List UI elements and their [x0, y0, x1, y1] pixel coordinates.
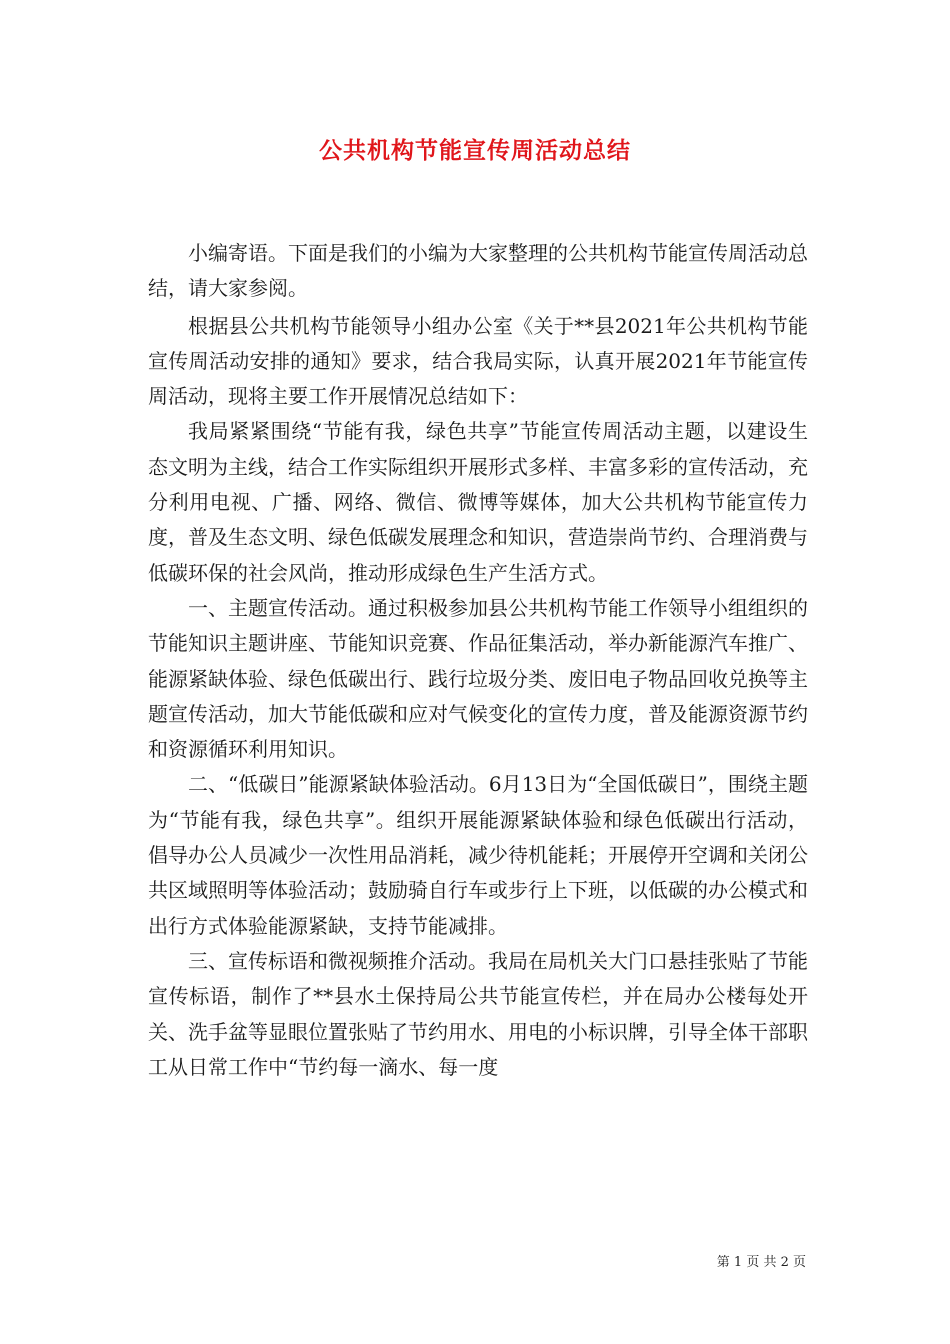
paragraph-section-2: 二、“低碳日”能源紧缺体验活动。6月13日为“全国低碳日”，围绕主题为“节能有我，绿色共享”。组织开展能源紧缺体验和绿色低碳出行活动，倡导办公人员减少一次性用品消耗，减少待机能耗；开展停开空调和关闭公共区域照明等体验活动；鼓励骑自行车或步行上下班，以低碳的办公模式和出行方式体验能源紧缺，支持节能减排。 — [148, 772, 808, 938]
paragraph-theme: 我局紧紧围绕“节能有我，绿色共享”节能宣传周活动主题，以建设生态文明为主线，结合工作实际组织开展形式多样、丰富多彩的宣传活动，充分利用电视、广播、网络、微信、微博等媒体，加大公共机构节能宣传力度，普及生态文明、绿色低碳发展理念和知识，营造崇尚节约、合理消费与低碳环保的社会风尚，推动形成绿色生产生活方式。 — [148, 419, 808, 585]
paragraph-background: 根据县公共机构节能领导小组办公室《关于**县2021年公共机构节能宣传周活动安排的通知》要求，结合我局实际，认真开展2021年节能宣传周活动，现将主要工作开展情况总结如下： — [148, 313, 808, 409]
paragraph-section-1: 一、主题宣传活动。通过积极参加县公共机构节能工作领导小组组织的节能知识主题讲座、节能知识竞赛、作品征集活动，举办新能源汽车推广、能源紧缺体验、绿色低碳出行、践行垃圾分类、废旧电子物品回收兑换等主题宣传活动，加大节能低碳和应对气候变化的宣传力度，普及能源资源节约和资源循环利用知识。 — [148, 595, 808, 762]
page-number-footer: 第 1 页 共 2 页 — [716, 1255, 806, 1270]
document-body — [148, 236, 808, 1085]
paragraph-intro: 小编寄语。下面是我们的小编为大家整理的公共机构节能宣传周活动总结，请大家参阅。 — [148, 241, 808, 301]
paragraph-section-3: 三、宣传标语和微视频推介活动。我局在局机关大门口悬挂张贴了节能宣传标语，制作了**县水土保持局公共节能宣传栏，并在局办公楼每处开关、洗手盆等显眼位置张贴了节约用水、用电的小标识牌，引导全体干部职工从日常工作中“节约每一滴水、每一度 — [148, 948, 808, 1079]
document-title: 公共机构节能宣传周活动总结 — [319, 138, 631, 164]
